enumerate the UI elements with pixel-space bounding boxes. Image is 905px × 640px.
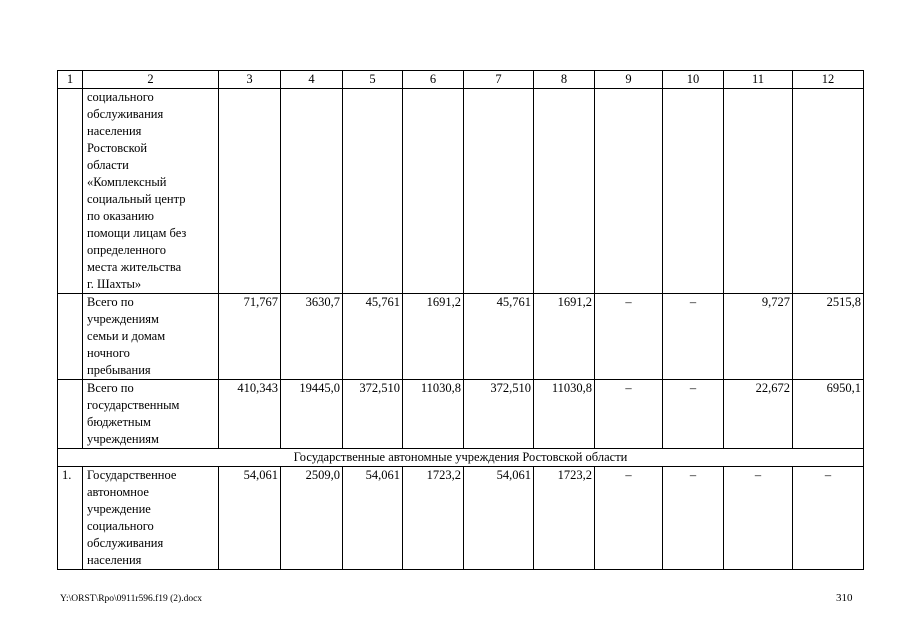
table-cell: – [724, 467, 793, 570]
section-header-row [58, 449, 864, 467]
table-cell: – [595, 294, 663, 380]
section-title: Государственные автономные учреждения Ростовской области [58, 449, 864, 467]
table-cell: 54,061 [219, 467, 281, 570]
table-cell: 19445,0 [281, 380, 343, 449]
table-cell: 1723,2 [534, 467, 595, 570]
table-row [58, 294, 864, 380]
row-index [58, 294, 83, 380]
column-header: 4 [281, 71, 343, 89]
table-cell: 3630,7 [281, 294, 343, 380]
table-cell: 372,510 [464, 380, 534, 449]
table-cell: 22,672 [724, 380, 793, 449]
row-name: Государственное автономное учреждение социального обслуживания населения [83, 467, 219, 570]
table-cell: – [663, 467, 724, 570]
table-cell [464, 89, 534, 294]
table-row [58, 467, 864, 570]
column-header: 8 [534, 71, 595, 89]
table-cell: 45,761 [343, 294, 403, 380]
row-name: Всего по учреждениям семьи и домам ночного пребывания [83, 294, 219, 380]
table-cell: 372,510 [343, 380, 403, 449]
table-cell: 2509,0 [281, 467, 343, 570]
row-name: Всего по государственным бюджетным учреждениям [83, 380, 219, 449]
table-cell: 45,761 [464, 294, 534, 380]
table-cell [663, 89, 724, 294]
table-cell: 410,343 [219, 380, 281, 449]
column-header: 2 [83, 71, 219, 89]
table-cell: – [595, 380, 663, 449]
table-cell: 11030,8 [403, 380, 464, 449]
table-cell [343, 89, 403, 294]
column-header: 11 [724, 71, 793, 89]
table-cell [793, 89, 864, 294]
table-cell [219, 89, 281, 294]
column-header: 5 [343, 71, 403, 89]
table-cell [534, 89, 595, 294]
table-cell: 71,767 [219, 294, 281, 380]
table-cell [724, 89, 793, 294]
column-header: 9 [595, 71, 663, 89]
column-header: 7 [464, 71, 534, 89]
footer-file-path: Y:\ORST\Rpo\0911r596.f19 (2).docx [60, 594, 203, 604]
table-cell: 2515,8 [793, 294, 864, 380]
table-cell: 1691,2 [534, 294, 595, 380]
row-name: социального обслуживания населения Ростовской области «Комплексный социальный центр по оказанию помощи лицам без определенного места жительства г. Шахты» [83, 89, 219, 294]
page-number: 310 [836, 592, 853, 604]
data-table [57, 70, 864, 570]
table-cell: 9,727 [724, 294, 793, 380]
table-cell: – [663, 380, 724, 449]
table-cell: 11030,8 [534, 380, 595, 449]
table-header-row [58, 71, 864, 89]
table-cell [281, 89, 343, 294]
row-index [58, 380, 83, 449]
table-cell: 6950,1 [793, 380, 864, 449]
column-header: 1 [58, 71, 83, 89]
table-row [58, 89, 864, 294]
table-cell: 54,061 [343, 467, 403, 570]
table-cell: 1723,2 [403, 467, 464, 570]
table-cell: 54,061 [464, 467, 534, 570]
column-header: 6 [403, 71, 464, 89]
column-header: 12 [793, 71, 864, 89]
table-cell [403, 89, 464, 294]
row-index [58, 89, 83, 294]
table-cell [595, 89, 663, 294]
table-cell: – [595, 467, 663, 570]
table-cell: – [793, 467, 864, 570]
column-header: 10 [663, 71, 724, 89]
table-row [58, 380, 864, 449]
row-index: 1. [58, 467, 83, 570]
column-header: 3 [219, 71, 281, 89]
table-cell: – [663, 294, 724, 380]
table-cell: 1691,2 [403, 294, 464, 380]
